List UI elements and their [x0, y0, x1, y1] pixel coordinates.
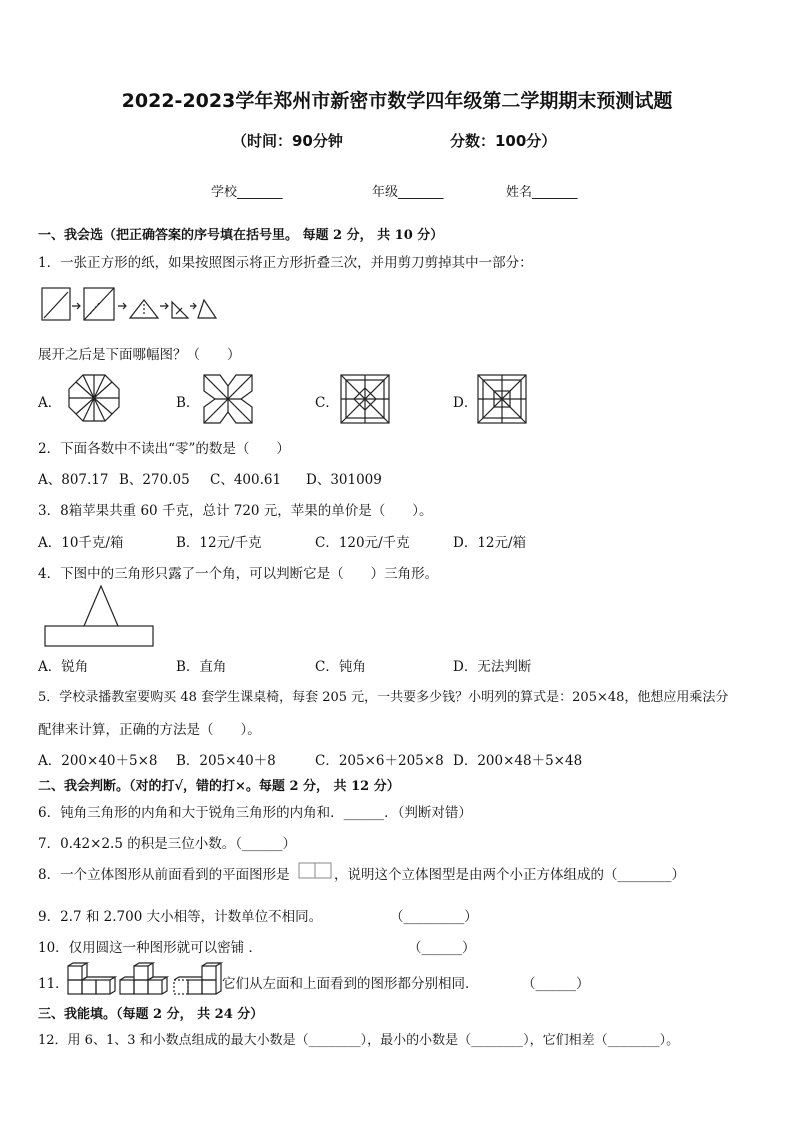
- q1-option-a-label: A．: [38, 395, 62, 411]
- q2-option-b: B、270.05: [119, 472, 190, 488]
- question-5-line-1: 5．学校录播教室要购买 48 套学生课桌椅，每套 205 元，一共要多少钱？小明列的算式是：205×48，他想应用乘法分: [38, 690, 729, 705]
- name-field: 姓名_______: [506, 185, 578, 200]
- q3-option-c: C．120元/千克: [315, 535, 410, 551]
- grade-field: 年级_______: [372, 185, 444, 200]
- question-10-blank: （______）: [408, 940, 476, 956]
- q5-option-c: C．205×6＋205×8: [315, 753, 444, 769]
- q3-option-d: D．12元/箱: [453, 535, 527, 551]
- question-10: 10．仅用圆这一种图形就可以密铺 ．: [38, 940, 262, 956]
- q3-option-a: A．10千克/箱: [38, 535, 124, 551]
- q4-option-d: D．无法判断: [453, 659, 532, 675]
- question-9: 9．2.7 和 2.700 大小相等，计数单位不相同。: [38, 909, 323, 925]
- question-8-part-2: ，说明这个立体图型是由两个小正方体组成的（________）: [334, 867, 685, 883]
- q2-option-c: C、400.61: [210, 472, 282, 488]
- two-squares-figure: [298, 862, 332, 879]
- q1-option-c-label: C．: [315, 395, 339, 411]
- question-7: 7．0.42×2.5 的积是三位小数。（______）: [38, 836, 296, 852]
- question-1-prompt: 展开之后是下面哪幅图？（ ）: [38, 347, 241, 363]
- q1-option-d-label: D．: [453, 395, 478, 411]
- question-1: 1．一张正方形的纸，如果按照图示将正方形折叠三次，并用剪刀剪掉其中一部分：: [38, 255, 533, 271]
- q4-option-b: B．直角: [176, 659, 227, 675]
- page-title: 2022-2023学年郑州市新密市数学四年级第二学期期末预测试题: [121, 90, 673, 112]
- question-11-blank: （______）: [522, 976, 590, 992]
- q5-option-d: D．200×48＋5×48: [453, 753, 583, 769]
- folding-steps-figure: [40, 284, 220, 324]
- section-1-heading: 一、我会选（把正确答案的序号填在括号里。 每题 2 分， 共 10 分）: [38, 228, 444, 243]
- question-2: 2．下面各数中不读出“零”的数是（ ）: [38, 441, 290, 457]
- question-11-text: 它们从左面和上面看到的图形都分别相同．: [222, 976, 479, 992]
- section-3-heading: 三、我能填。（每题 2 分， 共 24 分）: [38, 1007, 264, 1022]
- exam-score: 分数：100分）: [450, 132, 557, 150]
- question-12: 12．用 6、1、3 和小数点组成的最大小数是（________），最小的小数是（________），它们相差（________）。: [38, 1033, 680, 1048]
- q4-option-c: C．钝角: [315, 659, 366, 675]
- diamond-hole-option-figure: [340, 374, 390, 424]
- hidden-triangle-figure: [44, 584, 156, 648]
- question-8-part-1: 8．一个立体图形从前面看到的平面图形是: [38, 867, 290, 883]
- q3-option-b: B．12元/千克: [176, 535, 262, 551]
- question-11-number: 11．: [38, 976, 69, 992]
- q4-option-a: A．锐角: [38, 659, 89, 675]
- octagon-option-figure: [68, 374, 120, 422]
- q5-option-b: B．205×40＋8: [176, 753, 276, 769]
- question-9-blank: （_________）: [390, 909, 478, 925]
- q2-option-d: D、301009: [306, 472, 382, 488]
- square-hole-option-figure: [477, 374, 527, 424]
- q2-option-a: A、807.17: [38, 472, 109, 488]
- cube-stacks-figure: [66, 962, 222, 998]
- star-cut-option-figure: [203, 374, 253, 424]
- q5-option-a: A．200×40＋5×8: [38, 753, 158, 769]
- exam-time: （时间：90分钟: [232, 132, 343, 150]
- q1-option-b-label: B．: [176, 395, 200, 411]
- question-5-line-2: 配律来计算，正确的方法是（ ）。: [38, 722, 261, 738]
- school-field: 学校_______: [211, 185, 283, 200]
- question-6: 6．钝角三角形的内角和大于锐角三角形的内角和．______．（判断对错）: [38, 805, 472, 821]
- section-2-heading: 二、我会判断。（对的打√，错的打×。每题 2 分， 共 12 分）: [38, 779, 400, 794]
- question-4: 4．下图中的三角形只露了一个角，可以判断它是（ ）三角形。: [38, 566, 439, 582]
- question-3: 3．8箱苹果共重 60 千克，总计 720 元，苹果的单价是（ ）。: [38, 503, 433, 519]
